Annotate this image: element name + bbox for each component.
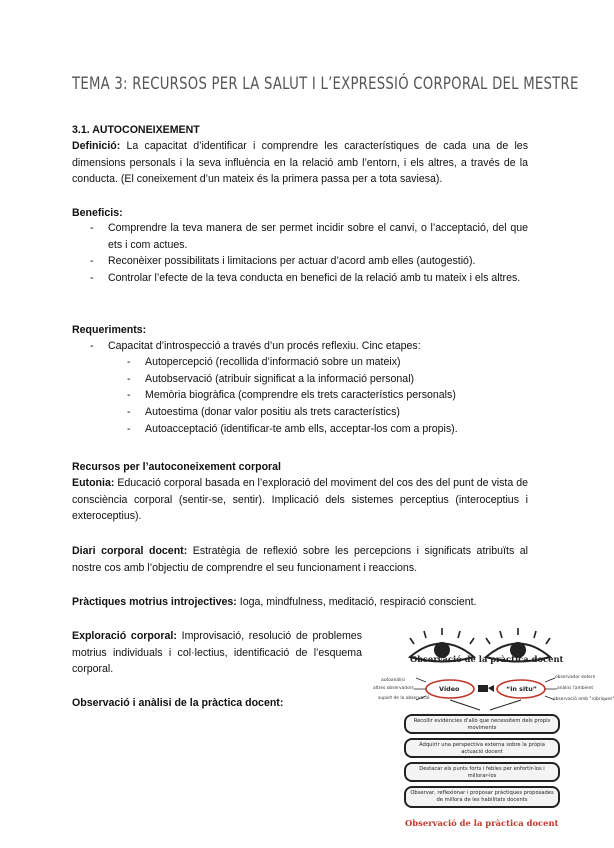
left-note: autoanàlisi [381,678,405,683]
left-note: altres observadors [373,686,414,691]
eutonia-label: Eutonia: [72,477,115,489]
requeriments-heading: Requeriments: [72,324,147,336]
right-note: anàlisi l'ambient [557,686,594,691]
in-situ-label: “in situ” [506,685,537,693]
figure-top-title: Observació de la pràctica docent [410,654,564,664]
beneficis-item: Comprendre la teva manera de ser permet incidir sobre el canvi, o l’acceptació, del que ets i com actues. [108,222,528,251]
eutonia-text: Educació corporal basada en l’exploració del moviment del cos des del punt de vista de consciència corporal (sentir-se, sentir). Implicació dels sistemes perceptius (interoceptius i exteroceptius). [72,477,528,522]
exploracio-label: Exploració corporal: [72,630,177,642]
right-note: observació amb "rúbriques" [553,697,614,702]
bullet-dash: - [127,406,131,418]
diari-text: Estratègia de reflexió sobre les percepcions i significats atribuïts al nostre cos amb l’objectiu de comprendre el seu funcionament i reaccions. [72,545,529,574]
camera-icon [478,685,488,692]
figure-box: Destacar els punts forts i febles per enfortir-los i millorar-los [404,762,560,782]
figure-box: Observar, reflexionar i proposar pràctiques proposades de millora de les habilitats docents [404,786,560,808]
beneficis-item: Reconèixer possibilitats i limitacions per actuar d’acord amb elles (autogestió). [108,255,476,267]
definition-label: Definició: [72,140,121,152]
practiques-paragraph [72,594,528,611]
practiques-label: Pràctiques motrius introjectives: [72,596,237,608]
definition-text: La capacitat d’identificar i comprendre les característiques de cada una de les dimensions personals i la seva influència en la relació amb l’entorn, i els altres, a través de la conducta. (El coneixement d’un mateix és la primera passa per a tota saviesa). [72,140,528,185]
requeriments-step: Memòria biogràfica (comprendre els trets característics personals) [145,389,456,401]
eutonia-paragraph [72,475,528,525]
definition-paragraph [72,138,528,188]
figure-box: Adquirir una perspectiva externa sobre la pròpia actuació docent [404,738,560,758]
bullet-dash: - [127,356,131,368]
bullet-dash: - [90,340,94,352]
video-label: Vídeo [439,685,460,693]
recursos-heading: Recursos per l’autoconeixement corporal [72,461,281,473]
bullet-dash: - [127,373,131,385]
bullet-dash: - [127,389,131,401]
diari-paragraph [72,543,528,576]
bullet-dash: - [127,423,131,435]
page-title: TEMA 3: RECURSOS PER LA SALUT I L’EXPRESSIÓ CORPORAL DEL MESTRE [72,74,579,94]
observacio-heading: Observació i anàlisi de la pràctica docent: [72,697,284,709]
requeriments-step: Autoacceptació (identificar-te amb ells, acceptar-los com a propis). [145,423,458,435]
bullet-dash: - [90,222,94,234]
figure-bottom-title: Observació de la pràctica docent [405,818,559,828]
figure-box: Recollir evidències d'allò que necessitem dels propis moviments [404,714,560,734]
requeriments-intro: Capacitat d’introspecció a través d’un procés reflexiu. Cinc etapes: [108,340,421,352]
practiques-text: Ioga, mindfulness, meditació, respiració conscient. [236,596,477,608]
beneficis-item: Controlar l’efecte de la teva conducta en benefici de la relació amb tu mateix i els altres. [108,272,521,284]
beneficis-heading: Beneficis: [72,207,123,219]
requeriments-step: Autoestima (donar valor positiu als trets característics) [145,406,400,418]
exploracio-paragraph [72,628,362,678]
right-note: observador extern [555,675,596,680]
requeriments-step: Autopercepció (recollida d’informació sobre un mateix) [145,356,401,368]
exploracio-text: Improvisació, resolució de problemes motrius individuals i col·lectius, identificació de l’esquema corporal. [72,630,362,675]
bullet-dash: - [90,272,94,284]
left-note: suport de la observació [378,696,430,701]
section-heading: 3.1. AUTOCONEIXEMENT [72,124,200,136]
bullet-dash: - [90,255,94,267]
diari-label: Diari corporal docent: [72,545,188,557]
requeriments-step: Autobservació (atribuir significat a la informació personal) [145,373,415,385]
